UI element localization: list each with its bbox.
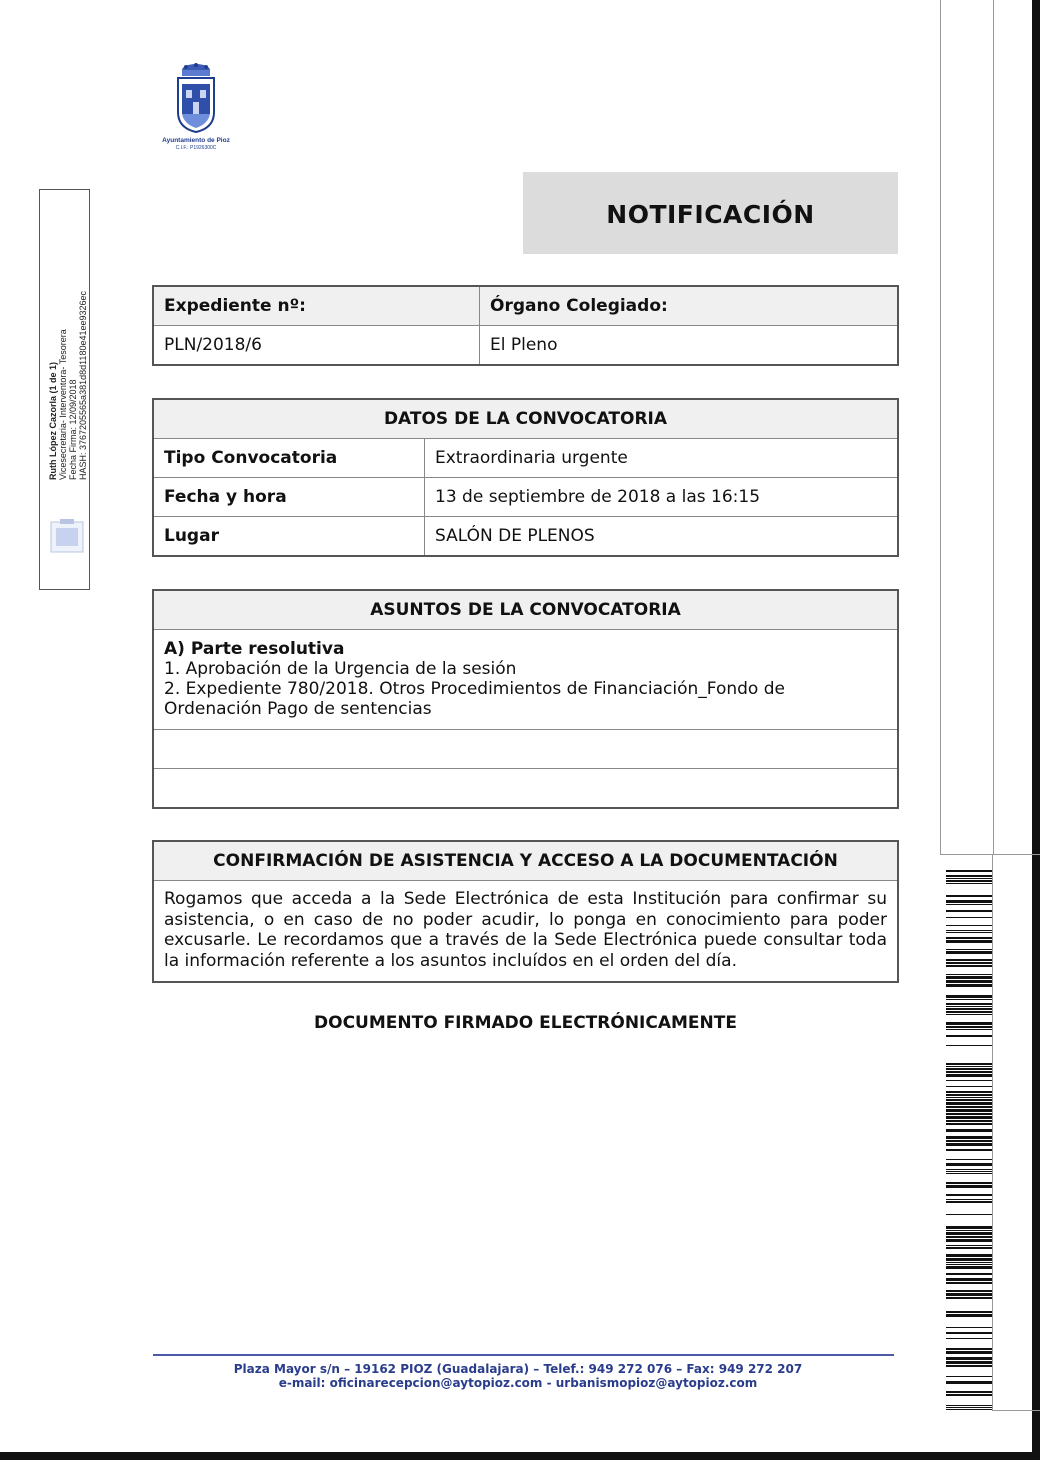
stamp-role: Vicesecretaria- Interventora- Tesorera (58, 329, 68, 480)
stamp-text (48, 291, 88, 480)
lugar-value: SALÓN DE PLENOS (425, 517, 899, 557)
empty-row (153, 730, 898, 769)
datos-header: DATOS DE LA CONVOCATORIA (153, 399, 898, 439)
tipo-value: Extraordinaria urgente (425, 439, 899, 478)
tipo-label: Tipo Convocatoria (153, 439, 425, 478)
datos-table (152, 398, 899, 557)
lugar-label: Lugar (153, 517, 425, 557)
signature-stamp (39, 189, 90, 590)
footer (153, 1362, 883, 1390)
stamp-date: Fecha Firma: 12/09/2018 (68, 379, 78, 480)
agenda-part: A) Parte resolutiva (164, 639, 345, 659)
agenda-cell (153, 630, 898, 730)
footer-email: e-mail: oficinarecepcion@aytopioz.com - urbanismopioz@aytopioz.com (278, 1376, 758, 1390)
confirmacion-text: Rogamos que acceda a la Sede Electrónica de esta Institución para confirmar su asistencia, o en caso de no poder acudir, lo ponga en conocimiento para poder excusarle. Le recordamos que a través de la Sede Electrónica puede consultar toda la información referente a los asuntos incluídos en el orden del día. (153, 881, 898, 983)
municipal-logo (150, 62, 242, 151)
expediente-value: PLN/2018/6 (153, 326, 480, 366)
stamp-hash: HASH: 3767205565a381d8d1180e41ee9326ec (78, 290, 88, 480)
barcode-icon (946, 870, 992, 1410)
organo-header: Órgano Colegiado: (480, 286, 899, 326)
footer-divider (153, 1354, 894, 1356)
expediente-table (152, 285, 899, 366)
title-box (523, 172, 898, 254)
asuntos-table (152, 589, 899, 809)
margin-frame-lower (992, 855, 1040, 1411)
stamp-signer: Ruth López Cazorla (1 de 1) (48, 361, 58, 480)
table-row (153, 439, 898, 478)
agenda-item: 2. Expediente 780/2018. Otros Procedimientos de Financiación_Fondo de Ordenación Pago de sentencias (164, 679, 785, 719)
table-row (153, 517, 898, 557)
org-cif: C.I.F.: P1926300C (175, 145, 217, 151)
asuntos-header: ASUNTOS DE LA CONVOCATORIA (153, 590, 898, 630)
footer-address: Plaza Mayor s/n – 19162 PIOZ (Guadalajara) – Telef.: 949 272 076 – Fax: 949 272 207 (233, 1362, 803, 1376)
confirmacion-header: CONFIRMACIÓN DE ASISTENCIA Y ACCESO A LA DOCUMENTACIÓN (153, 841, 898, 881)
table-row (153, 478, 898, 517)
coat-of-arms-icon (172, 62, 220, 134)
page-title: NOTIFICACIÓN (606, 199, 815, 229)
expediente-header: Expediente nº: (153, 286, 480, 326)
org-name: Ayuntamiento de Pioz (162, 137, 230, 144)
margin-frame (940, 0, 1040, 855)
fecha-value: 13 de septiembre de 2018 a las 16:15 (425, 478, 899, 517)
signed-notice: DOCUMENTO FIRMADO ELECTRÓNICAMENTE (314, 1013, 737, 1033)
confirmacion-table (152, 840, 899, 983)
agenda-item: 1. Aprobación de la Urgencia de la sesión (164, 659, 517, 679)
organo-value: El Pleno (480, 326, 899, 366)
fecha-label: Fecha y hora (153, 478, 425, 517)
empty-row (153, 769, 898, 809)
seal-icon (50, 518, 84, 556)
